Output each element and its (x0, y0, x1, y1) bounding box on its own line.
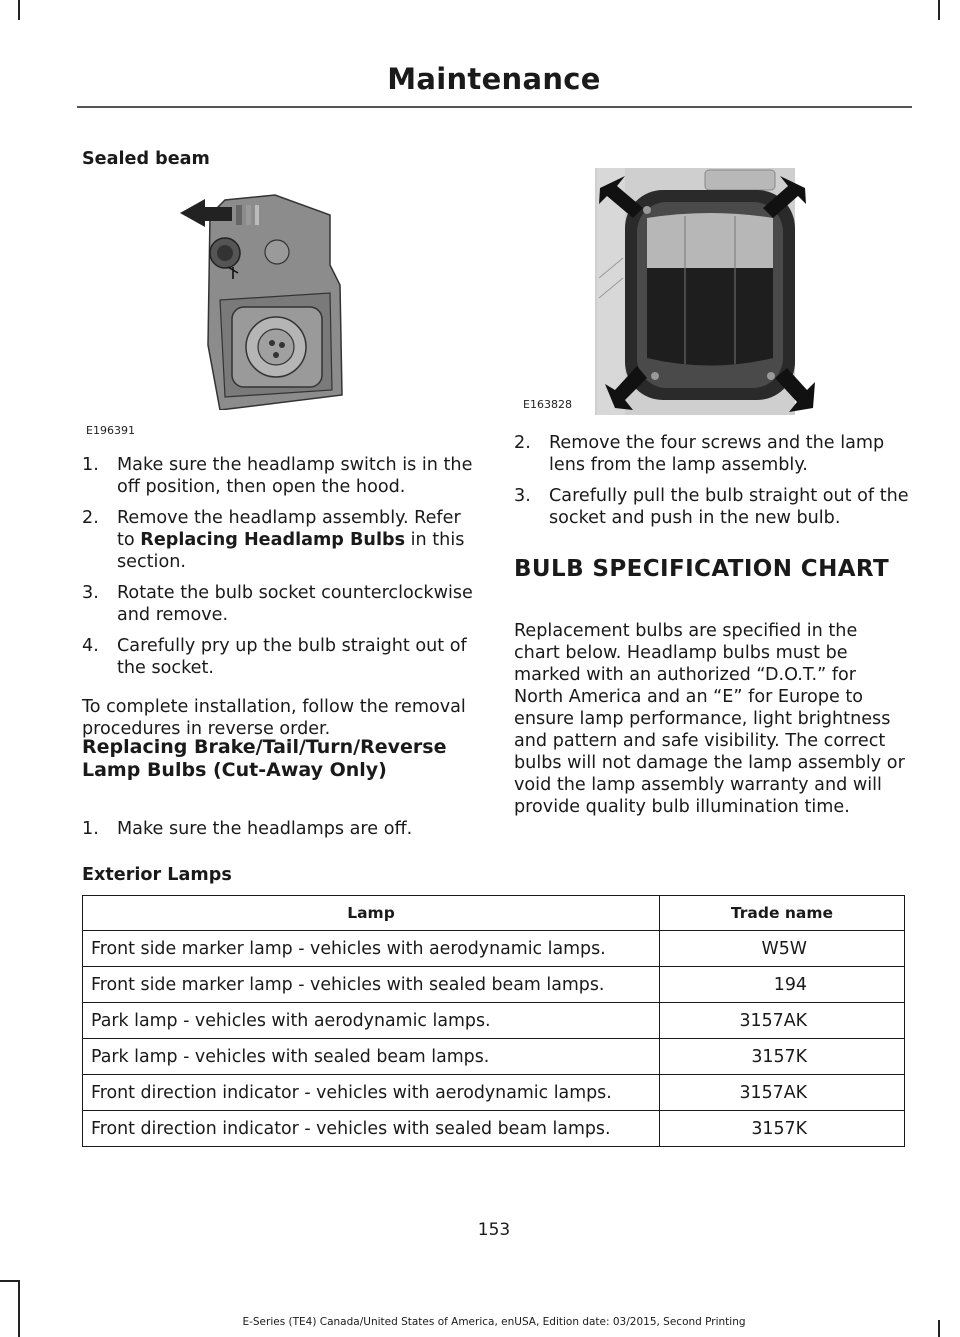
lamp-cell: Park lamp - vehicles with aerodynamic lamps. (83, 1003, 660, 1039)
step-number: 3. (82, 583, 99, 603)
step-text: Remove the four screws and the lamp lens from the lamp assembly. (549, 433, 885, 475)
column-header-trade-name: Trade name (660, 896, 905, 931)
step-3 (82, 582, 475, 626)
sealed-beam-heading: Sealed beam (82, 149, 210, 169)
cross-reference: Replacing Headlamp Bulbs (140, 530, 406, 550)
step-2 (514, 432, 909, 476)
lamp-cell: Park lamp - vehicles with sealed beam lamps. (83, 1039, 660, 1075)
trade-name-cell: 3157AK (660, 1075, 905, 1111)
lamp-cell: Front side marker lamp - vehicles with sealed beam lamps. (83, 967, 660, 1003)
step-number: 3. (514, 486, 531, 506)
step-number: 2. (82, 508, 99, 528)
lamp-lens-figure (585, 168, 820, 415)
step-text: Make sure the headlamp switch is in the off position, then open the hood. (117, 455, 473, 497)
crop-mark-bottom-left-v (18, 1280, 20, 1337)
header-rule (77, 106, 912, 108)
table-row (83, 1111, 905, 1147)
replacing-heading: Replacing Brake/Tail/Turn/Reverse Lamp Bulbs (Cut-Away Only) (82, 736, 447, 781)
table-header-row (83, 896, 905, 931)
trade-name-cell: 3157K (660, 1039, 905, 1075)
left-steps (82, 454, 475, 688)
left-steps-2 (82, 818, 475, 849)
bulb-chart-heading: BULB SPECIFICATION CHART (514, 556, 890, 582)
lamp-cell: Front direction indicator - vehicles with sealed beam lamps. (83, 1111, 660, 1147)
exterior-lamps-heading: Exterior Lamps (82, 865, 232, 885)
step-text: Carefully pull the bulb straight out of the socket and push in the new bulb. (549, 486, 909, 528)
table-row (83, 931, 905, 967)
crop-mark-top-right (938, 0, 940, 20)
step-number: 4. (82, 636, 99, 656)
step-text: Make sure the headlamps are off. (117, 819, 413, 839)
step-text: Carefully pry up the bulb straight out of the socket. (117, 636, 467, 678)
figure-code-left: E196391 (86, 424, 135, 437)
bulb-chart-intro: Replacement bulbs are specified in the chart below. Headlamp bulbs must be marked with an authorized “D.O.T.” for North America and an “E” for Europe to ensure lamp performance, light brightness and pattern and safe visibility. The correct bulbs will not damage the lamp assembly or void the lamp assembly warranty and will provide quality bulb illumination time. (514, 620, 905, 817)
crop-mark-top-left (18, 0, 20, 20)
step-1 (82, 454, 475, 498)
step-number: 1. (82, 819, 99, 839)
complete-installation-note: To complete installation, follow the removal procedures in reverse order. (82, 696, 466, 739)
exterior-lamps-table (82, 895, 905, 1147)
step-1 (82, 818, 475, 840)
step-number: 2. (514, 433, 531, 453)
trade-name-cell: 3157K (660, 1111, 905, 1147)
table-row (83, 967, 905, 1003)
rear-lamp-illustration (585, 168, 820, 415)
trade-name-cell: 3157AK (660, 1003, 905, 1039)
table-row (83, 1075, 905, 1111)
trade-name-cell: 194 (660, 967, 905, 1003)
column-header-lamp: Lamp (83, 896, 660, 931)
step-3 (514, 485, 909, 529)
figure-code-right: E163828 (523, 398, 572, 411)
page-number: 153 (477, 1220, 511, 1240)
edition-line: E-Series (TE4) Canada/United States of America, enUSA, Edition date: 03/2015, Second Printing (242, 1316, 746, 1328)
page-title: Maintenance (387, 62, 601, 96)
step-4 (82, 635, 475, 679)
step-text: in this section. (117, 530, 465, 572)
step-2 (82, 507, 475, 573)
step-number: 1. (82, 455, 99, 475)
sealed-beam-figure (180, 185, 347, 410)
step-text: Remove the headlamp assembly. Refer to (117, 508, 461, 550)
lamp-cell: Front direction indicator - vehicles with aerodynamic lamps. (83, 1075, 660, 1111)
crop-mark-bottom-left (0, 1280, 20, 1282)
right-steps (514, 432, 909, 538)
table-row (83, 1039, 905, 1075)
table-row (83, 1003, 905, 1039)
trade-name-cell: W5W (660, 931, 905, 967)
step-text: Rotate the bulb socket counterclockwise and remove. (117, 583, 473, 625)
headlamp-rear-illustration (180, 185, 347, 410)
lamp-cell: Front side marker lamp - vehicles with aerodynamic lamps. (83, 931, 660, 967)
